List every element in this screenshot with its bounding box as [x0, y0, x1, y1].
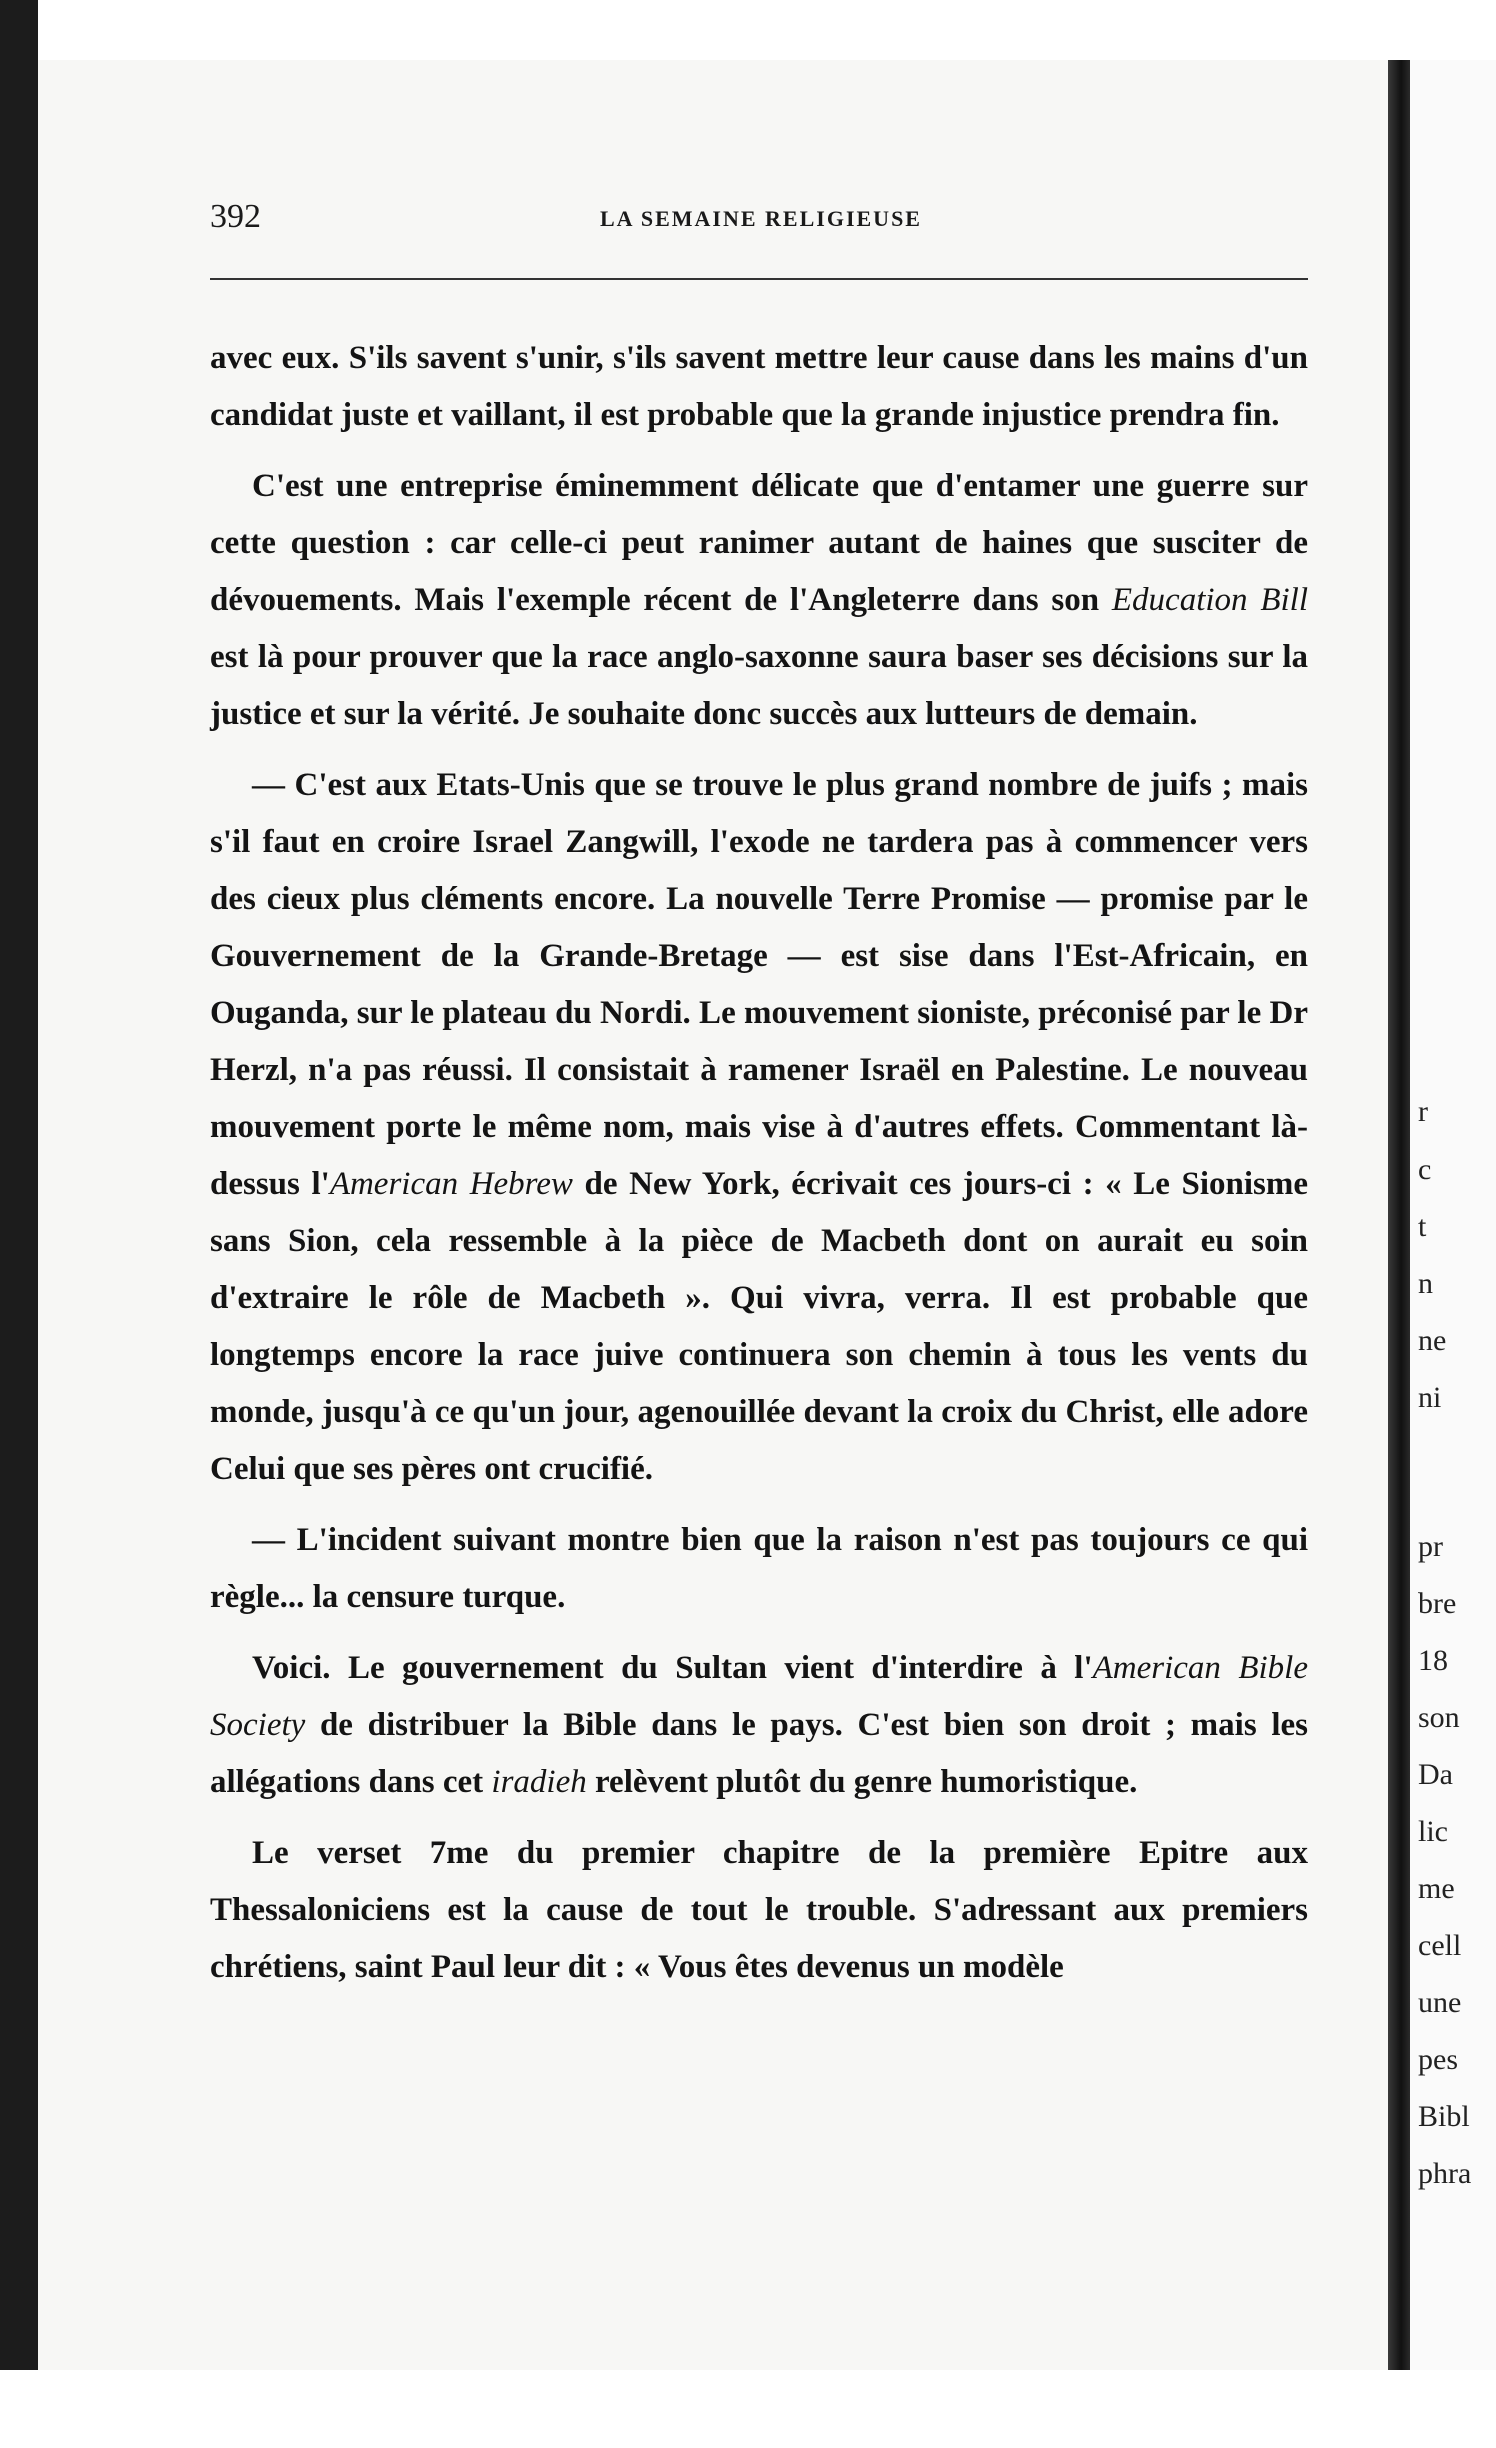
facing-page-fragment: n — [1418, 1267, 1433, 1300]
header-rule — [210, 278, 1308, 280]
italic-title: American Hebrew — [329, 1166, 573, 1202]
facing-page-fragment: me — [1418, 1872, 1455, 1905]
facing-page-fragment: phra — [1418, 2157, 1472, 2190]
running-title: LA SEMAINE RELIGIEUSE — [600, 206, 922, 231]
paragraph — [210, 1640, 1308, 1811]
facing-page-fragment: son — [1418, 1701, 1460, 1734]
facing-page-fragment: 18 — [1418, 1644, 1448, 1677]
scan-bottom-margin — [0, 2370, 1496, 2448]
paragraph-text: de distribuer la Bible dans le pays. C'est bien son droit ; mais les allégations dans cet — [210, 1707, 1308, 1800]
page-header — [210, 198, 1310, 238]
facing-page-fragment: r — [1418, 1095, 1428, 1128]
italic-title: Education Bill — [1111, 582, 1308, 618]
facing-page-fragment: ne — [1418, 1324, 1447, 1357]
book-gutter — [1388, 60, 1410, 2370]
facing-page-edge — [1410, 60, 1496, 2370]
scan-top-margin — [0, 0, 1496, 60]
paragraph-text: Voici. Le gouvernement du Sultan vient d'interdire à l' — [252, 1650, 1093, 1686]
paragraph — [210, 330, 1308, 444]
facing-page-fragment: c — [1418, 1153, 1432, 1186]
facing-page-fragment: pes — [1418, 2043, 1458, 2076]
paragraph — [210, 757, 1308, 1498]
paragraph-text: relèvent plutôt du genre humoristique. — [586, 1764, 1138, 1800]
scan-left-border — [0, 0, 38, 2448]
facing-page-fragment: lic — [1418, 1815, 1448, 1848]
facing-page-fragment: cell — [1418, 1929, 1462, 1962]
facing-page-fragment: Bibl — [1418, 2100, 1470, 2133]
facing-page-fragment: Da — [1418, 1758, 1453, 1791]
paragraph — [210, 458, 1308, 743]
paragraph-text: de New York, écrivait ces jours-ci : « Le Sionisme sans Sion, cela ressemble à la pièce de Macbeth dont on aurait eu soin d'extraire le rôle de Macbeth ». Qui vivra, verra. Il est probable que longtemps encore la race juive continuera son chemin à tous les vents du monde, jusqu'à ce qu'un jour, agenouillée devant la croix du Christ, elle adore Celui que ses pères ont crucifié. — [210, 1166, 1309, 1487]
paragraph-text: avec eux. S'ils savent s'unir, s'ils savent mettre leur cause dans les mains d'un candidat juste et vaillant, il est probable que la grande injustice prendra fin. — [210, 340, 1308, 433]
facing-page-fragment: une — [1418, 1986, 1462, 2019]
page-number: 392 — [210, 198, 261, 235]
paragraph — [210, 1512, 1308, 1626]
paragraph-text: Le verset 7me du premier chapitre de la première Epitre aux Thessaloniciens est la cause de tout le trouble. S'adressant aux premiers chrétiens, saint Paul leur dit : « Vous êtes devenus un modèle — [210, 1835, 1308, 1985]
page-body — [210, 330, 1308, 2010]
facing-page-fragment: t — [1418, 1210, 1427, 1243]
paragraph-text: — C'est aux Etats-Unis que se trouve le plus grand nombre de juifs ; mais s'il faut en croire Israel Zangwill, l'exode ne tardera pas à commencer vers des cieux plus cléments encore. La nouvelle Terre Promise — promise par le Gouvernement de la Grande-Bretage — est sise dans l'Est-Africain, en Ouganda, sur le plateau du Nordi. Le mouvement sioniste, préconisé par le Dr Herzl, n'a pas réussi. Il consistait à ramener Israël en Palestine. Le nouveau mouvement porte le même nom, mais vise à d'autres effets. Commentant là-dessus l' — [210, 767, 1308, 1202]
paragraph-text: est là pour prouver que la race anglo-saxonne saura baser ses décisions sur la justice et sur la vérité. Je souhaite donc succès aux lutteurs de demain. — [210, 639, 1308, 732]
facing-page-fragment: bre — [1418, 1587, 1457, 1620]
paragraph-text: C'est une entreprise éminemment délicate que d'entamer une guerre sur cette question : car celle-ci peut ranimer autant de haines que susciter de dévouements. Mais l'exemple récent de l'Angleterre dans son — [210, 468, 1308, 618]
italic-term: iradieh — [491, 1764, 587, 1800]
facing-page-fragment: pr — [1418, 1530, 1443, 1563]
paragraph-text: — L'incident suivant montre bien que la raison n'est pas toujours ce qui règle... la censure turque. — [210, 1522, 1308, 1615]
italic-title: American Bible Society — [210, 1650, 1308, 1743]
facing-page-fragment: ni — [1418, 1381, 1442, 1414]
paragraph — [210, 1825, 1308, 1996]
